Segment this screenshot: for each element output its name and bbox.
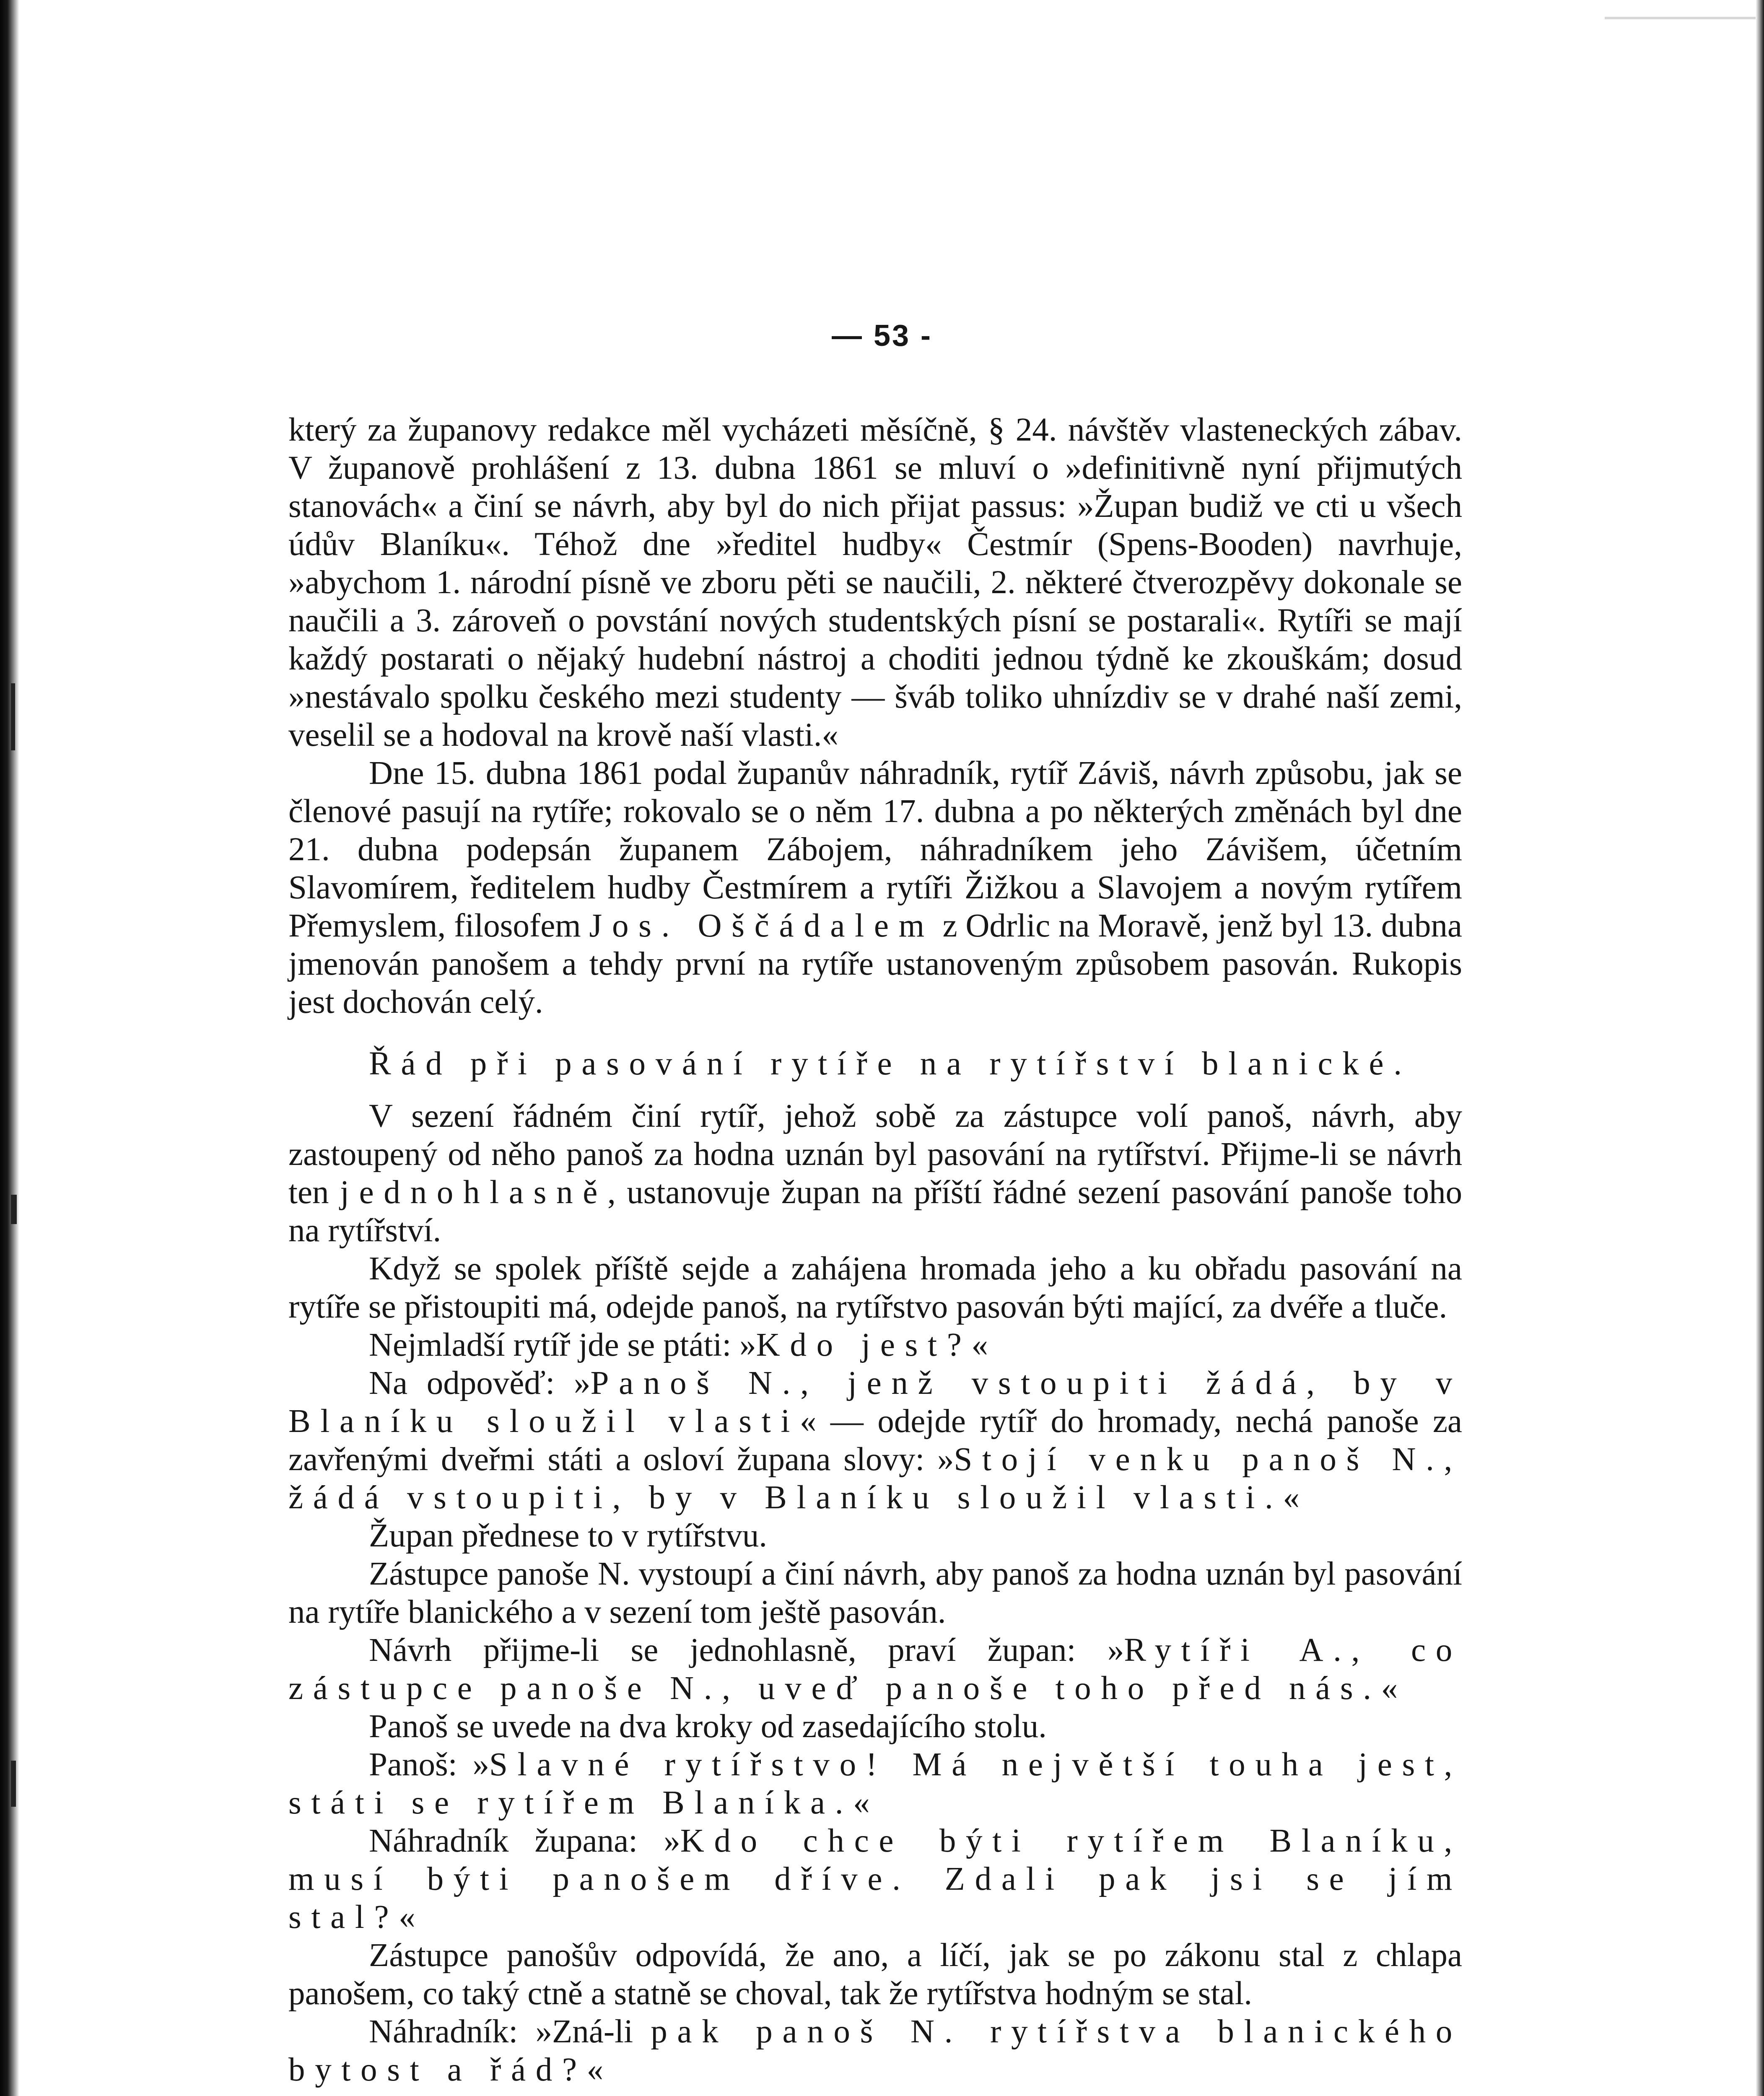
spaced-text: Panoš N., jenž vstoupiti žádá, by v Blaníku sloužil vlasti (288, 1365, 1462, 1440)
paragraph (288, 1746, 1462, 1822)
text-run: z Odrlic na Moravě, jenž byl 13. dubna jmenován panošem a tehdy první na rytíře ustanoveným způsobem pasován. Rukopis jest dochován celý. (288, 908, 1463, 1020)
text-run: Zástupce panošův odpovídá, že ano, a líčí, jak se po zákonu stal z chlapa panošem, co taký ctně a statně se choval, tak že rytířstva hodným se stal. (288, 1937, 1462, 2012)
text-run: Návrh přijme-li se jednohlasně, praví župan: » (369, 1632, 1124, 1668)
paragraph (288, 1364, 1462, 1517)
spaced-text: Rytíři A., co zástupce panoše N., uveď panoše toho před nás. (288, 1632, 1462, 1707)
spaced-text: Řád při pasování rytíře na rytířství blanické. (369, 1045, 1412, 1082)
spaced-text: Jos. Oščádalem (589, 908, 934, 944)
text-run: « (399, 1899, 415, 1935)
text-run: Náhradník: »Zná-li (369, 2013, 651, 2050)
spaced-text: pak panoš N. rytířstva blanického bytost a řád? (288, 2013, 1462, 2088)
text-run: « — odejde rytíř do hromady, nechá panoše za zavřenými dveřmi státi a osloví župana slovy: » (288, 1403, 1462, 1478)
text-run: Zástupce panoše N. vystoupí a činí návrh, aby panoš za hodna uznán byl pasování na rytíře blanického a v sezení tom ještě pasován. (288, 1556, 1462, 1630)
page-number: — 53 - (831, 319, 933, 353)
text-run: Dne 15. dubna 1861 podal županův náhradník, rytíř Záviš, návrh způsobu, jak se členové pasují na rytíře; rokovalo se o něm 17. dubna a po některých změnách byl dne 21. dubna podepsán županem Zábojem, náhradníkem jeho Závišem, účetním Slavomírem, ředitelem hudby Čestmírem a rytíři Žižkou a Slavojem a novým rytířem Přemyslem, filosofem (288, 755, 1462, 944)
text-run: který za županovy redakce měl vycházeti měsíčně, § 24. návštěv vlasteneckých zábav. V županově prohlášení z 13. dubna 1861 se mluví o »definitivně nyní přijmutých stanovách« a činí se návrh, aby byl do nich přijat passus: »Župan budiž ve cti u všech údův Blaníku«. Téhož dne »ředitel hudby« Čestmír (Spens-Booden) navrhuje, »abychom 1. národní písně ve zboru pěti se naučili, 2. některé čtverozpěvy dokonale se naučili a 3. zároveň o povstání nových studentských písní se postarali«. Rytíři se mají každý postarati o nějaký hudební nástroj a choditi jednou týdně ke zkouškám; dosud »nestávalo spolku českého mezi studenty — šváb toliko uhnízdiv se v drahé naší zemi, veselil se a hodoval na krově naší vlasti.« (288, 412, 1462, 753)
text-run: « (853, 1785, 870, 1821)
paragraph (288, 1555, 1462, 1631)
paragraph (288, 2013, 1462, 2089)
section-heading (288, 1045, 1462, 1083)
paragraph (288, 1517, 1462, 1555)
spaced-text: jednohlasně (340, 1174, 607, 1211)
text-run: Když se spolek příště sejde a zahájena hromada jeho a ku obřadu pasování na rytíře se přistoupiti má, odejde panoš, na rytířstvo pasován býti mající, za dvéře a tluče. (288, 1250, 1462, 1325)
text-run: Panoš: » (369, 1746, 490, 1783)
text-run: Náhradník župana: » (369, 1823, 680, 1859)
text-run: « (586, 2052, 604, 2088)
text-run: Na odpověď: » (369, 1365, 591, 1401)
text-run: « (1381, 1670, 1398, 1707)
text-run: « (971, 1327, 988, 1363)
paragraph (288, 1631, 1462, 1707)
body-text (288, 411, 1462, 2089)
paragraph (288, 1326, 1462, 1364)
spaced-text: Stojí venku panoš N., žádá vstoupiti, by v Blaníku sloužil vlasti. (288, 1441, 1463, 1516)
paragraph (288, 411, 1462, 754)
spaced-text: Slavné rytířstvo! Má největší touha jest, státi se rytířem Blaníka. (288, 1746, 1462, 1821)
scan-left-edge (0, 0, 19, 2096)
spaced-text: Kdo jest? (756, 1327, 972, 1363)
paragraph (288, 1936, 1462, 2013)
text-run: Župan přednese to v rytířstvu. (369, 1518, 767, 1554)
text-run: , ustanovuje župan na příští řádné sezení pasování panoše toho na rytířství. (288, 1174, 1462, 1249)
paragraph (288, 1822, 1462, 1936)
spaced-text: Kdo chce býti rytířem Blaníku, musí býti panošem dříve. Zdali pak jsi se jím stal? (288, 1823, 1463, 1935)
text-run: Nejmladší rytíř jde se ptáti: » (369, 1327, 756, 1363)
paragraph (288, 1250, 1462, 1326)
text-run: V sezení řádném činí rytíř, jehož sobě za zástupce volí panoš, návrh, aby zastoupený od něho panoš za hodna uznán byl pasování na rytířství. Přijme-li se návrh ten (288, 1098, 1462, 1211)
paragraph (288, 1097, 1462, 1250)
text-run: Panoš se uvede na dva kroky od zasedajícího stolu. (369, 1708, 1047, 1745)
scan-top-mark (1605, 17, 1756, 19)
binding-mark (11, 683, 15, 750)
binding-mark (11, 1761, 16, 1807)
text-run: « (1283, 1479, 1300, 1516)
paragraph (288, 1707, 1462, 1746)
scan-right-edge (1756, 0, 1764, 2096)
binding-mark (11, 1195, 17, 1224)
paragraph (288, 754, 1462, 1021)
